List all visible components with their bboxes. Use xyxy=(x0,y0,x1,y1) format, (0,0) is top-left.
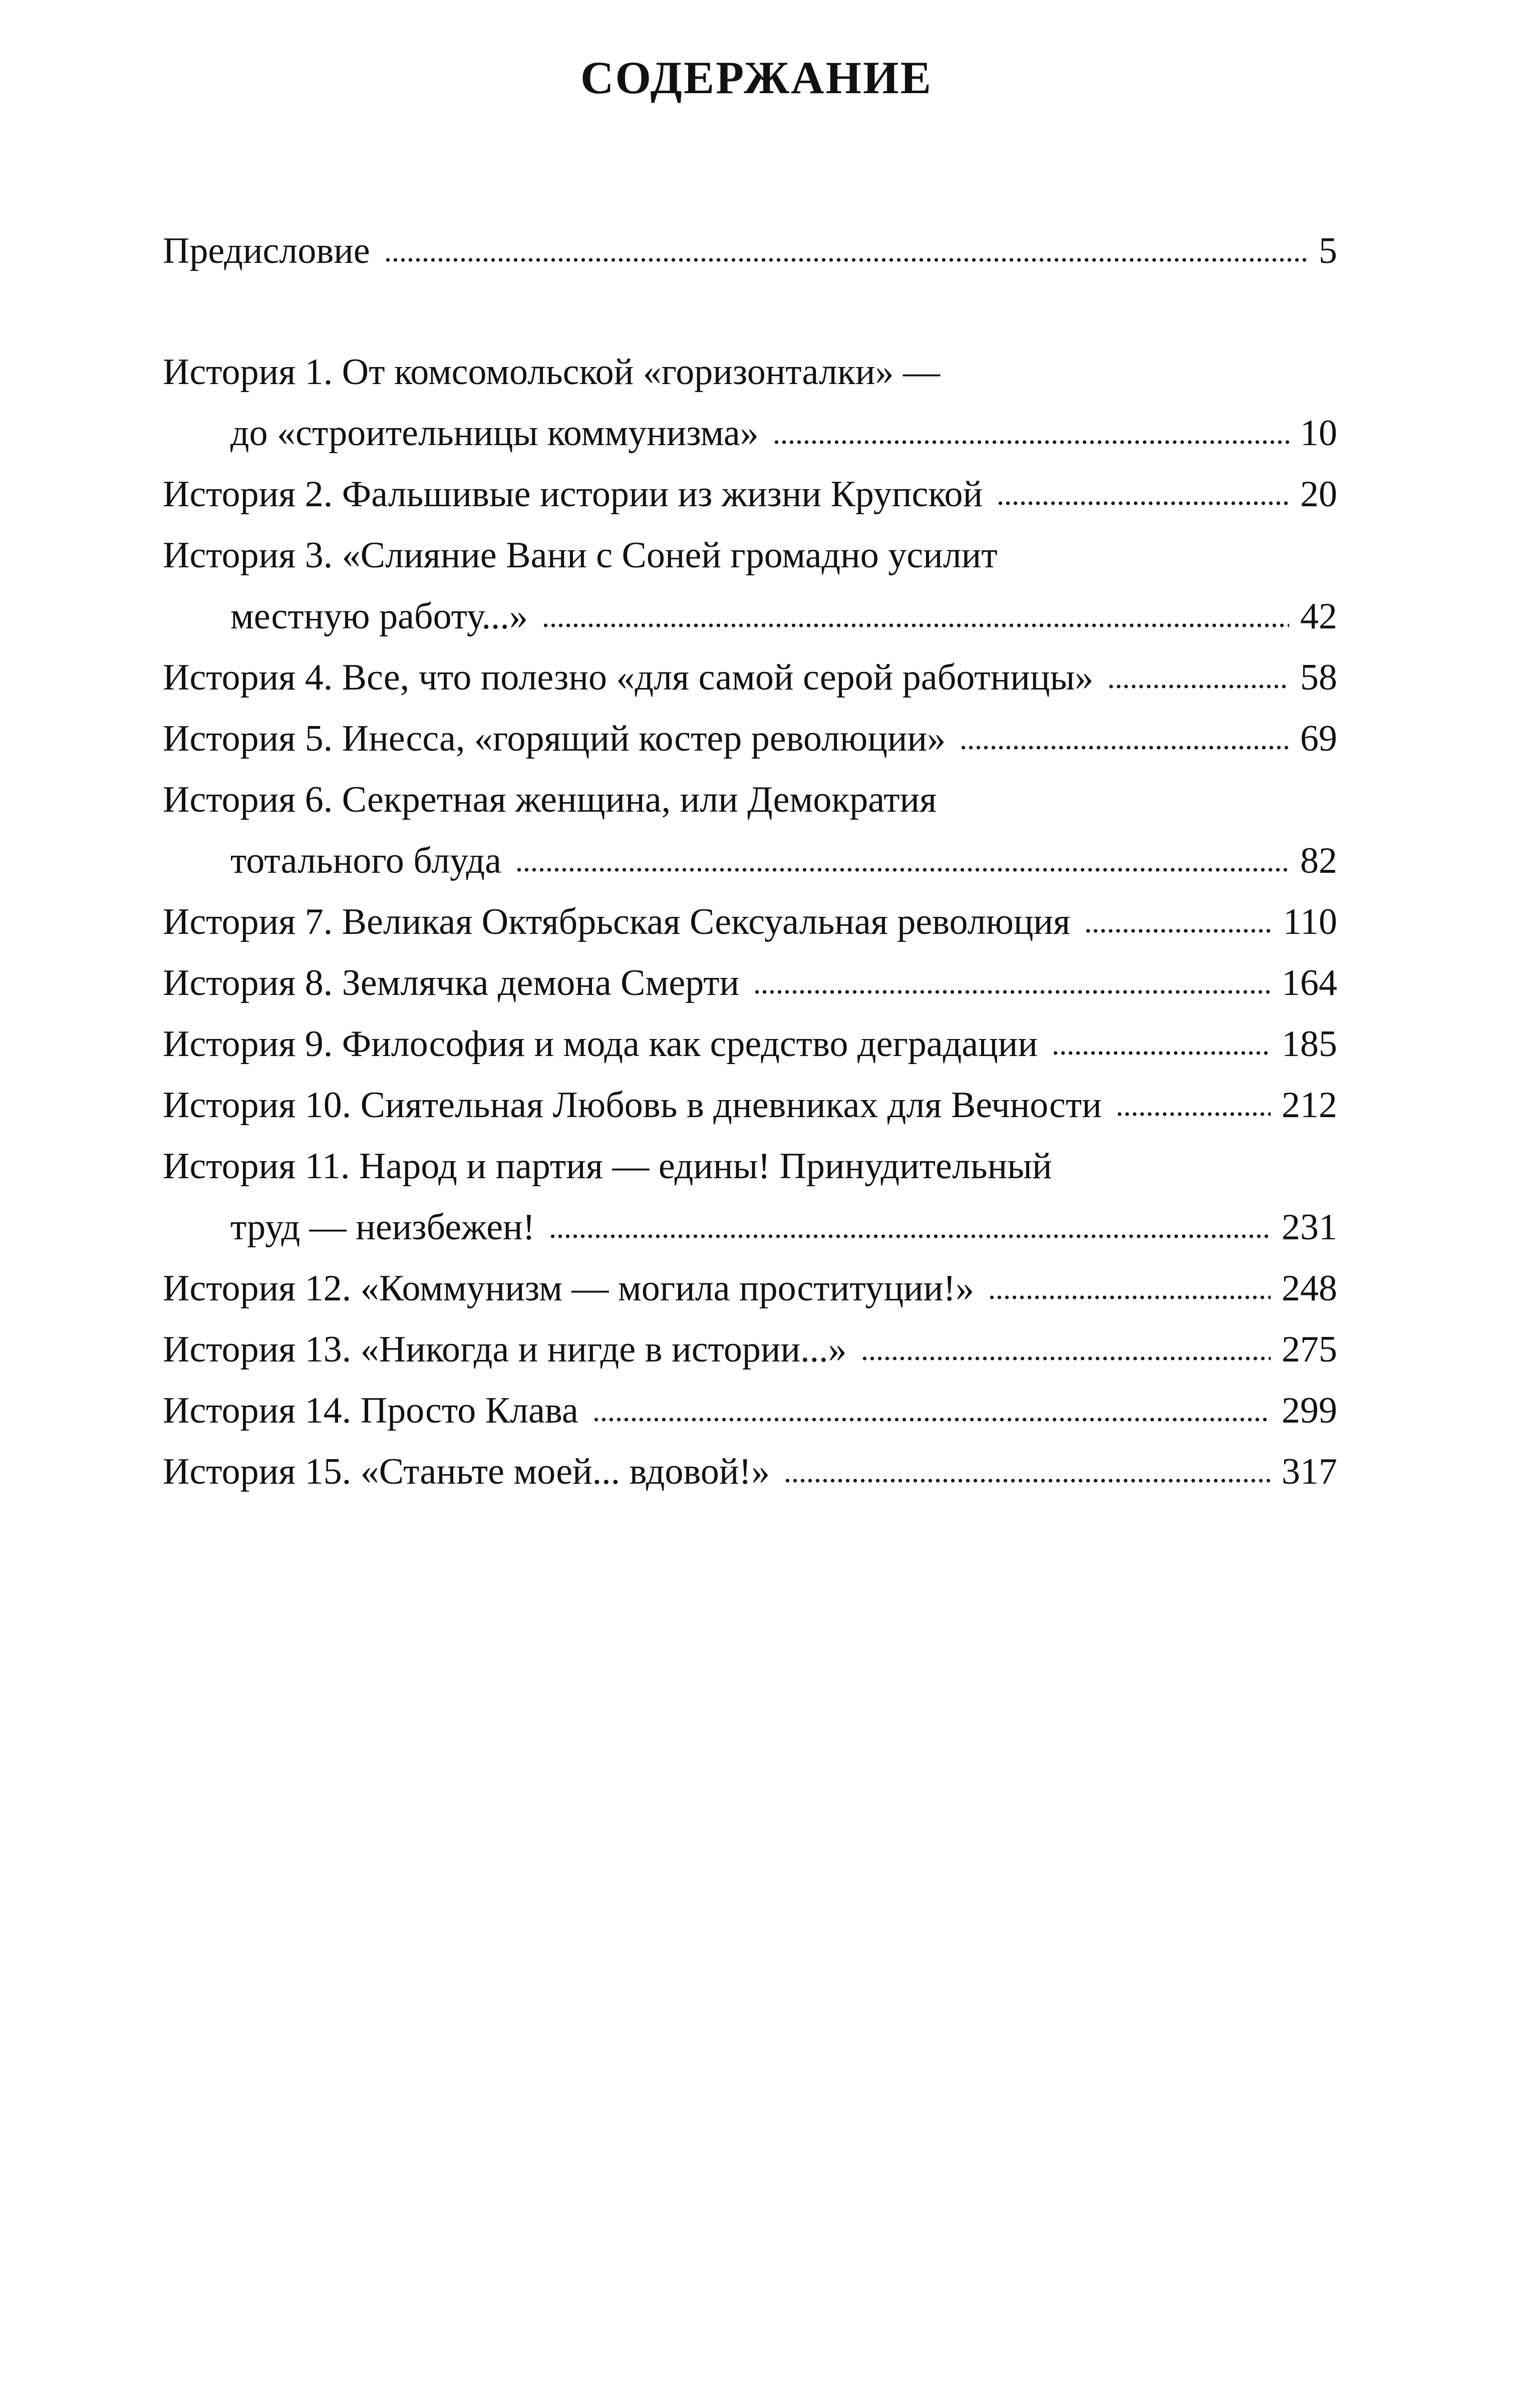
toc-page-number: 164 xyxy=(1282,962,1337,1003)
toc-entry-title: История 6. Секретная женщина, или Демократия xyxy=(163,779,937,820)
toc-entry-story-6-line-1[interactable] xyxy=(163,769,1337,830)
toc-page-number: 275 xyxy=(1282,1329,1337,1370)
toc-page-number: 231 xyxy=(1282,1207,1337,1248)
toc-entry-story-3-line-2[interactable] xyxy=(163,586,1337,647)
dot-leader xyxy=(861,1353,1271,1363)
toc-entry-story-11-line-1[interactable] xyxy=(163,1136,1337,1197)
dot-leader xyxy=(784,1476,1271,1486)
toc-entry-story-5[interactable] xyxy=(163,708,1337,769)
dot-leader xyxy=(549,1231,1271,1241)
toc-entry-story-11-line-2[interactable] xyxy=(163,1197,1337,1258)
table-of-contents xyxy=(163,220,1337,1502)
toc-page-number: 248 xyxy=(1282,1268,1337,1309)
toc-entry-story-4[interactable] xyxy=(163,647,1337,708)
toc-entry-title-continued: тотального блуда xyxy=(230,840,501,881)
dot-leader xyxy=(997,498,1289,508)
toc-entry-story-7[interactable] xyxy=(163,891,1337,952)
toc-entry-story-1-line-1[interactable] xyxy=(163,341,1337,403)
toc-page-number: 10 xyxy=(1300,413,1337,454)
toc-entry-title-continued: труд — неизбежен! xyxy=(230,1207,535,1248)
toc-page-number: 42 xyxy=(1300,596,1337,637)
toc-entry-title: История 2. Фальшивые истории из жизни Крупской xyxy=(163,474,983,515)
toc-page-number: 69 xyxy=(1300,718,1337,759)
toc-entry-story-2[interactable] xyxy=(163,464,1337,525)
toc-entry-story-1-line-2[interactable] xyxy=(163,403,1337,464)
dot-leader xyxy=(1084,926,1272,936)
toc-page-number: 212 xyxy=(1282,1085,1337,1126)
dot-leader xyxy=(1107,681,1289,692)
toc-page-number: 82 xyxy=(1300,840,1337,881)
toc-page-number: 110 xyxy=(1283,901,1337,942)
toc-entry-title: История 11. Народ и партия — едины! Принудительный xyxy=(163,1146,1052,1187)
toc-entry-story-3-line-1[interactable] xyxy=(163,525,1337,586)
toc-entry-story-12[interactable] xyxy=(163,1258,1337,1319)
toc-entry-title: История 8. Землячка демона Смерти xyxy=(163,962,740,1003)
toc-entry-title: История 12. «Коммунизм — могила проституции!» xyxy=(163,1268,975,1309)
toc-entry-story-13[interactable] xyxy=(163,1319,1337,1380)
toc-page-number: 299 xyxy=(1282,1390,1337,1431)
toc-entry-title: История 14. Просто Клава xyxy=(163,1390,578,1431)
dot-leader xyxy=(515,865,1289,875)
toc-page-number: 58 xyxy=(1300,657,1337,698)
toc-page-number: 185 xyxy=(1282,1023,1337,1065)
dot-leader xyxy=(1052,1048,1271,1058)
toc-entry-title-continued: до «строительницы коммунизма» xyxy=(230,413,759,454)
toc-entry-story-15[interactable] xyxy=(163,1441,1337,1502)
toc-page-number: 5 xyxy=(1319,230,1337,271)
dot-leader xyxy=(960,743,1289,753)
toc-entry-title: История 4. Все, что полезно «для самой серой работницы» xyxy=(163,657,1094,698)
dot-leader xyxy=(542,620,1289,630)
dot-leader xyxy=(988,1292,1271,1302)
toc-entry-title: История 5. Инесса, «горящий костер революции» xyxy=(163,718,946,759)
toc-entry-title: История 10. Сиятельная Любовь в дневниках для Вечности xyxy=(163,1085,1102,1126)
toc-entry-title: История 7. Великая Октябрьская Сексуальная революция xyxy=(163,901,1071,942)
dot-leader xyxy=(592,1415,1271,1425)
dot-leader xyxy=(773,437,1289,447)
toc-entry-title: История 15. «Станьте моей... вдовой!» xyxy=(163,1451,770,1492)
toc-entry-story-8[interactable] xyxy=(163,952,1337,1013)
toc-entry-title: История 1. От комсомольской «горизонталки» — xyxy=(163,352,941,393)
toc-entry-story-14[interactable] xyxy=(163,1380,1337,1441)
toc-entry-story-10[interactable] xyxy=(163,1075,1337,1136)
dot-leader xyxy=(1116,1109,1271,1119)
toc-entry-title: История 3. «Слияние Вани с Соней громадно усилит xyxy=(163,535,998,576)
toc-entry-title: Предисловие xyxy=(163,230,370,271)
toc-entry-story-9[interactable] xyxy=(163,1013,1337,1075)
toc-page-number: 317 xyxy=(1282,1451,1337,1492)
toc-entry-story-6-line-2[interactable] xyxy=(163,830,1337,891)
toc-entry-preface[interactable] xyxy=(163,220,1337,281)
toc-entry-title: История 13. «Никогда и нигде в истории...» xyxy=(163,1329,847,1370)
toc-entry-title-continued: местную работу...» xyxy=(230,596,528,637)
dot-leader xyxy=(384,255,1308,265)
toc-entry-title: История 9. Философия и мода как средство деградации xyxy=(163,1023,1038,1065)
page-title: СОДЕРЖАНИЕ xyxy=(580,52,933,103)
dot-leader xyxy=(753,987,1271,997)
toc-page-number: 20 xyxy=(1300,474,1337,515)
